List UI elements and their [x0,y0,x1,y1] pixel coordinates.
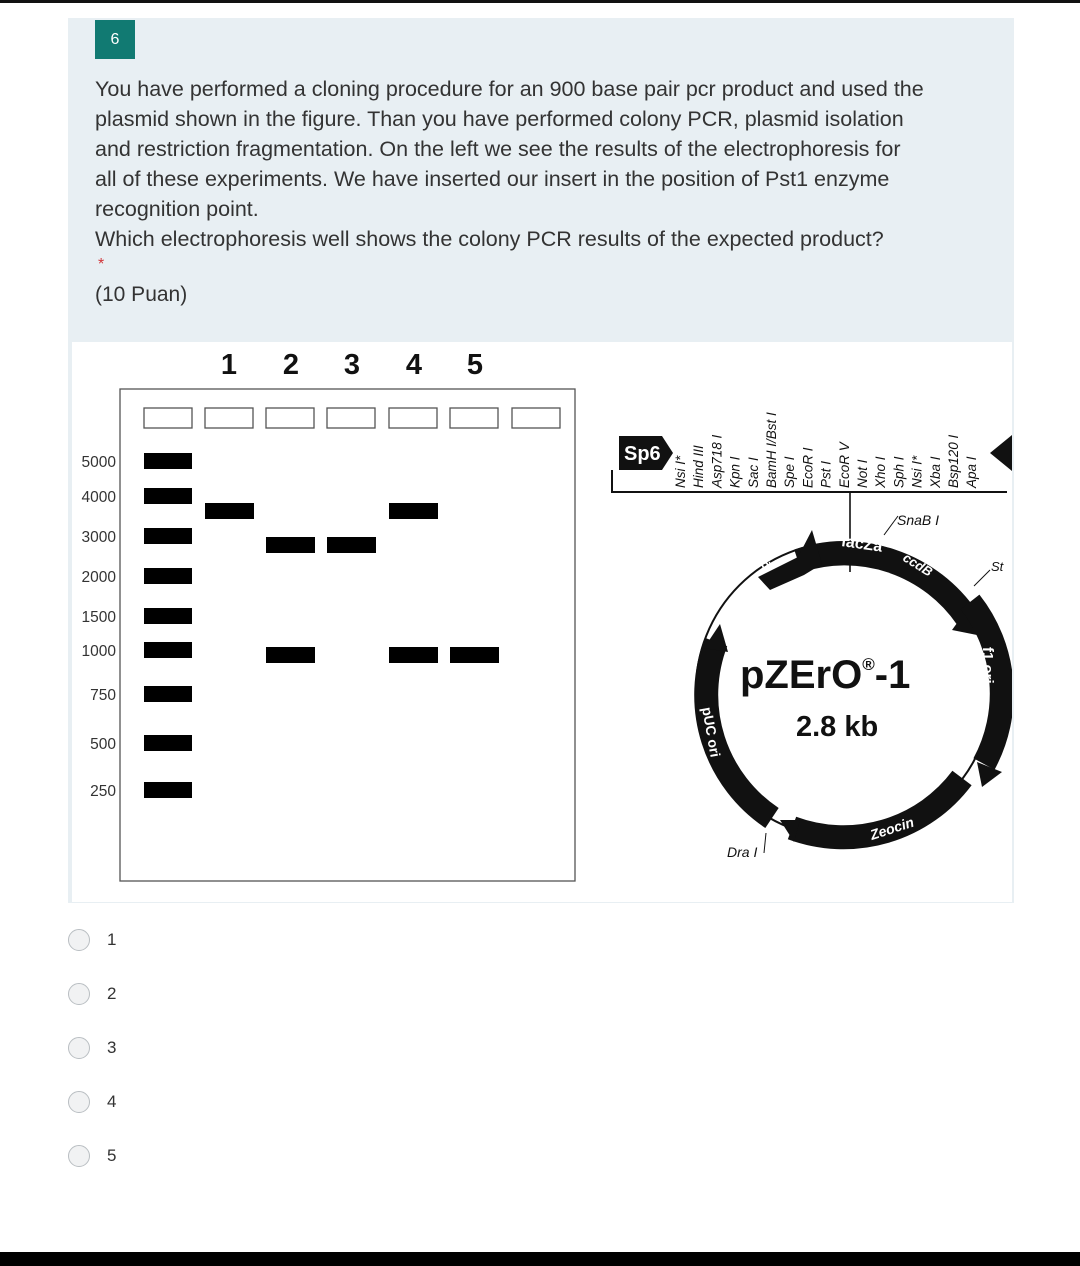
ladder-band [144,453,192,469]
lane-number: 5 [466,349,484,381]
ladder-label: 750 [90,687,116,704]
sample-band [205,503,254,519]
option-5[interactable] [68,1134,368,1178]
mcs-site-label: BamH I/Bst I [764,412,779,488]
ladder-label: 500 [90,736,116,753]
st-tick [974,570,990,586]
ladder-label: 250 [90,783,116,800]
mcs-site-label: EcoR V [836,442,852,488]
question-figure [72,342,1012,902]
option-label: 4 [107,1092,117,1111]
gel [82,349,575,881]
question-number-badge: 6 [95,20,135,59]
ladder [82,453,192,800]
radio-button[interactable] [68,1145,90,1167]
option-label: 1 [107,930,117,949]
required-marker: * [98,256,105,273]
ladder-band [144,568,192,584]
lane-number: 2 [282,349,300,381]
plac-label-main: P [758,558,773,575]
radio-button[interactable] [68,929,90,951]
mcs-site-label: Not I [855,459,870,488]
question-text-line: plasmid shown in the figure. Than you have performed colony PCR, plasmid isolation [95,107,904,131]
plasmid-name-reg: ® [862,655,875,674]
mcs-site-label: Nsi I* [673,455,688,488]
ladder-band [144,686,192,702]
plac-label-sub: lac [767,555,784,571]
radio-button[interactable] [68,983,90,1005]
mcs-sites [673,412,979,489]
sample-band [389,647,438,663]
ladder-label: 1000 [81,643,116,660]
question-text-line: and restriction fragmentation. On the left we see the results of the electrophoresis for [95,137,901,161]
mcs-site-label: Pst I [818,460,834,488]
gel-well [512,408,560,428]
mcs-site-label: Apa I [964,456,980,488]
option-2[interactable] [68,972,368,1016]
lacza-arc [798,553,967,618]
lane-numbers [221,349,483,381]
sp6-label: Sp6 [624,443,661,465]
top-rule [0,0,1080,3]
option-label: 5 [107,1146,117,1165]
question-text-line: all of these experiments. We have inserted our insert in the position of Pst1 enzyme [95,167,890,191]
gel-well [205,408,253,428]
question-points: (10 Puan) [95,283,188,306]
question-text [95,74,995,254]
option-label: 3 [107,1038,117,1057]
ladder-band [144,642,192,658]
mcs-site-label: Sph I [891,456,907,488]
mcs-site-label: EcoR I [800,447,816,488]
sample-band [266,537,315,553]
snab-tick [884,516,898,535]
radio-button[interactable] [68,1091,90,1113]
option-3[interactable] [68,1026,368,1070]
mcs-right-arrow [990,435,1012,471]
ladder-band [144,528,192,544]
option-1[interactable] [68,918,368,962]
lacza-label: lacZa [840,533,884,556]
ladder-label: 5000 [81,454,116,471]
puc-ori-label: pUC ori [699,705,724,759]
ladder-label: 3000 [81,529,116,546]
gel-well [450,408,498,428]
ladder-band [144,782,192,798]
ccdb-label: ccdB [900,549,936,580]
question-text-line: recognition point. [95,197,259,221]
ladder-label: 1500 [81,609,116,626]
sample-band [327,537,376,553]
dra-tick [764,833,766,853]
figure-svg [72,342,1012,902]
mcs-site-label: Asp718 I [709,434,725,488]
mcs-site-label: Sac I [745,457,761,488]
gel-well [266,408,314,428]
zeocin-label: Zeocin [867,813,916,843]
sample-band [450,647,499,663]
option-label: 2 [107,984,117,1003]
plasmid-name-suffix: -1 [874,653,911,697]
question-text-line: You have performed a cloning procedure for an 900 base pair pcr product and used the [95,77,924,101]
sample-bands [205,503,499,663]
mcs-site-label: Hind III [691,445,707,488]
sample-band [389,503,438,519]
ladder-label: 2000 [81,569,116,586]
plasmid-name-main: pZErO [740,653,863,697]
gel-well [327,408,375,428]
bottom-bar [0,1252,1080,1266]
gel-wells [144,408,560,428]
mcs-site-label: Bsp120 I [946,434,961,488]
lane-number: 3 [343,349,361,381]
mcs-site-label: Kpn I [727,456,743,488]
gel-well [389,408,437,428]
snab-label: SnaB I [897,512,940,528]
plasmid-size: 2.8 kb [796,711,879,743]
mcs-site-label: Spe I [782,456,798,488]
mcs-site-label: Xho I [873,456,889,488]
puc-ori-arrowhead [704,624,728,652]
plasmid-map [612,412,1012,860]
st-label: St [991,559,1004,574]
lane-number: 4 [405,349,423,381]
gel-well [144,408,192,428]
plasmid-name [740,653,910,697]
dra-label: Dra I [727,844,758,860]
lane-number: 1 [220,349,238,381]
ladder-band [144,735,192,751]
mcs-site-label: Nsi I* [909,455,925,488]
radio-button[interactable] [68,1037,90,1059]
f1-ori-label: f1 ori [979,647,996,684]
sample-band [266,647,315,663]
question-text-line: Which electrophoresis well shows the colony PCR results of the expected product? [95,227,884,251]
ladder-label: 4000 [81,489,116,506]
mcs-site-label: Xba I [927,456,943,488]
ladder-band [144,608,192,624]
ladder-band [144,488,192,504]
option-4[interactable] [68,1080,368,1124]
